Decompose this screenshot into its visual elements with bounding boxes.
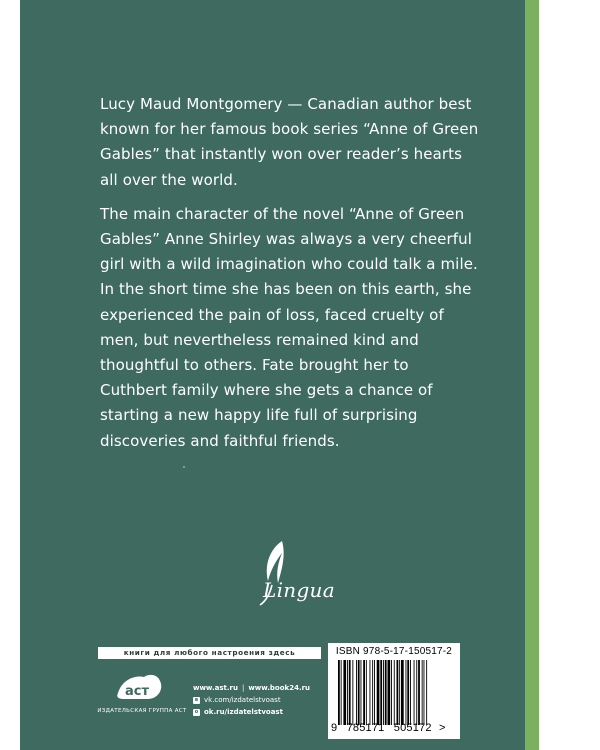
- ast-logo-text: аст: [125, 684, 150, 699]
- barcode-bars: [338, 660, 452, 725]
- barcode-stripe: [343, 660, 346, 725]
- decorative-dot: [183, 466, 185, 468]
- websites-row: [193, 682, 310, 694]
- barcode-stripe: [358, 660, 360, 725]
- barcode-stripe: [374, 660, 375, 725]
- barcode-stripe: [352, 660, 353, 725]
- barcode-stripe: [366, 660, 367, 725]
- author-paragraph: Lucy Maud Montgomery — Canadian author best known for her famous book series “Anne of Green Gables” that instantly won over reader’s hearts all over the world.: [100, 95, 479, 189]
- barcode-box: [328, 643, 460, 739]
- barcode-stripe: [361, 660, 362, 725]
- vk-row: [193, 694, 310, 706]
- barcode-stripe: [416, 660, 417, 725]
- barcode-digit-group-left: 785171: [346, 722, 385, 734]
- barcode-stripe: [401, 660, 404, 725]
- barcode-stripe: [370, 660, 371, 725]
- isbn-number: ISBN 978-5-17-150517-2: [335, 646, 453, 657]
- plot-paragraph: The main character of the novel “Anne of Green Gables” Anne Shirley was always a very cheerful girl with a wild imagination who could talk a mile. In the short time she has been on this earth, she experienced the pain of loss, faced cruelty of men, but nevertheless remained kind and thoughtful to others. Fate brought her to Cuthbert family where she gets a chance of starting a new happy life full of surprising discoveries and faithful friends.: [100, 204, 478, 450]
- barcode-stripe: [347, 660, 348, 725]
- barcode-stripe: [410, 660, 411, 725]
- ok-row: [193, 706, 310, 718]
- barcode-stripe: [341, 660, 342, 725]
- barcode-stripe: [380, 660, 382, 725]
- spine-stripe: [525, 0, 539, 750]
- barcode-stripe: [424, 660, 425, 725]
- barcode-stripe: [418, 660, 420, 725]
- barcode-stripe: [394, 660, 395, 725]
- barcode-stripe: [385, 660, 387, 725]
- barcode-stripe: [397, 660, 399, 725]
- publisher-links: [193, 682, 310, 718]
- barcode-stripe: [349, 660, 351, 725]
- barcode-stripe: [363, 660, 365, 725]
- ok-link[interactable]: ok.ru/izdatelstvoast: [204, 708, 283, 716]
- website-book24-link[interactable]: www.book24.ru: [248, 684, 311, 692]
- barcode-stripe: [414, 660, 415, 725]
- barcode-stripe: [372, 660, 373, 725]
- website-separator: |: [241, 684, 245, 692]
- barcode-digits: [331, 722, 459, 734]
- publisher-slogan: книги для любого настроения здесь: [98, 647, 321, 659]
- barcode-arrow: >: [438, 722, 446, 734]
- barcode-digit-group-right: 505172: [393, 722, 432, 734]
- series-logo: Lingua: [263, 578, 335, 602]
- barcode-stripe: [426, 660, 427, 725]
- book-description: [100, 92, 480, 463]
- barcode-stripe: [356, 660, 357, 725]
- publisher-caption: ИЗДАТЕЛЬСКАЯ ГРУППА АСТ: [97, 708, 187, 714]
- vk-link[interactable]: vk.com/izdatelstvoast: [204, 696, 281, 704]
- barcode-stripe: [391, 660, 392, 725]
- barcode-stripe: [406, 660, 407, 725]
- barcode-digit-lead: 9: [331, 722, 338, 734]
- barcode-stripe: [377, 660, 380, 725]
- website-ast-link[interactable]: www.ast.ru: [193, 684, 238, 692]
- barcode-stripe: [399, 660, 400, 725]
- barcode-stripe: [407, 660, 409, 725]
- barcode-stripe: [383, 660, 384, 725]
- vk-icon: в: [194, 696, 199, 703]
- barcode-stripe: [388, 660, 391, 725]
- ast-logo: [112, 669, 164, 705]
- ok-icon: о: [194, 708, 199, 715]
- barcode-stripe: [338, 660, 340, 725]
- barcode-stripe: [422, 660, 423, 725]
